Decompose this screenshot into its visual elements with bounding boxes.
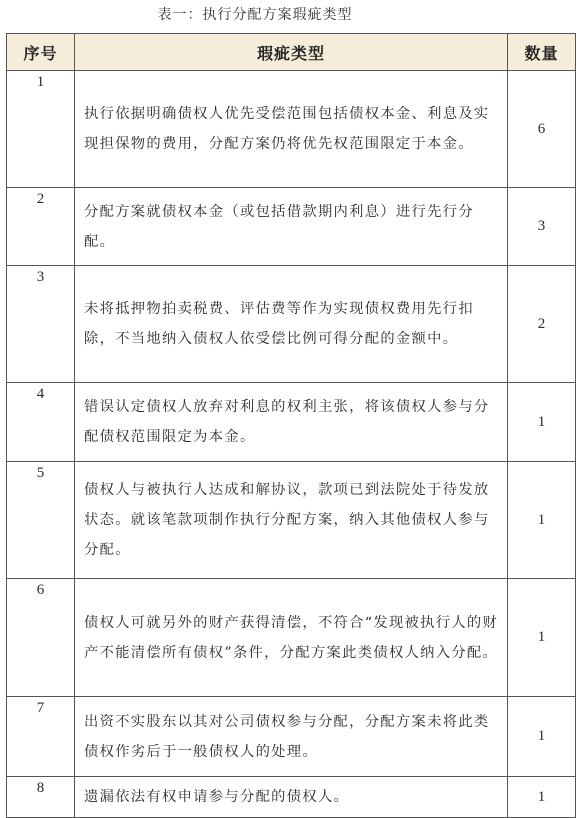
row-serial: 5 xyxy=(7,462,75,579)
header-serial: 序号 xyxy=(7,34,75,71)
row-serial: 2 xyxy=(7,188,75,266)
table-row xyxy=(7,71,576,188)
table-row xyxy=(7,777,576,818)
row-defect-type: 遗漏依法有权申请参与分配的债权人。 xyxy=(75,777,508,818)
table-row xyxy=(7,266,576,383)
row-serial: 3 xyxy=(7,266,75,383)
row-count: 1 xyxy=(508,579,576,697)
table-row xyxy=(7,579,576,697)
row-defect-type: 债权人可就另外的财产获得清偿，不符合“发现被执行人的财产不能清偿所有债权”条件，分配方案此类债权人纳入分配。 xyxy=(75,579,508,697)
row-serial: 1 xyxy=(7,71,75,188)
row-defect-type: 债权人与被执行人达成和解协议，款项已到法院处于待发放状态。就该笔款项制作执行分配方案，纳入其他债权人参与分配。 xyxy=(75,462,508,579)
row-count: 6 xyxy=(508,71,576,188)
row-count: 1 xyxy=(508,697,576,777)
table-row xyxy=(7,383,576,462)
row-serial: 7 xyxy=(7,697,75,777)
row-count: 1 xyxy=(508,777,576,818)
row-defect-type: 分配方案就债权本金（或包括借款期内利息）进行先行分配。 xyxy=(75,188,508,266)
row-count: 1 xyxy=(508,462,576,579)
defect-types-table xyxy=(6,33,576,818)
row-count: 1 xyxy=(508,383,576,462)
row-defect-type: 未将抵押物拍卖税费、评估费等作为实现债权费用先行扣除，不当地纳入债权人依受偿比例可得分配的金额中。 xyxy=(75,266,508,383)
table-row xyxy=(7,697,576,777)
row-serial: 8 xyxy=(7,777,75,818)
row-serial: 6 xyxy=(7,579,75,697)
header-defect-type: 瑕疵类型 xyxy=(75,34,508,71)
table-row xyxy=(7,462,576,579)
table-header-row xyxy=(7,34,576,71)
row-defect-type: 出资不实股东以其对公司债权参与分配，分配方案未将此类债权作劣后于一般债权人的处理。 xyxy=(75,697,508,777)
row-defect-type: 执行依据明确债权人优先受偿范围包括债权本金、利息及实现担保物的费用，分配方案仍将优先权范围限定于本金。 xyxy=(75,71,508,188)
row-count: 3 xyxy=(508,188,576,266)
header-count: 数量 xyxy=(508,34,576,71)
table-row xyxy=(7,188,576,266)
row-serial: 4 xyxy=(7,383,75,462)
row-defect-type: 错误认定债权人放弃对利息的权利主张，将该债权人参与分配债权范围限定为本金。 xyxy=(75,383,508,462)
row-count: 2 xyxy=(508,266,576,383)
table-caption: 表一：执行分配方案瑕疵类型 xyxy=(157,7,353,23)
